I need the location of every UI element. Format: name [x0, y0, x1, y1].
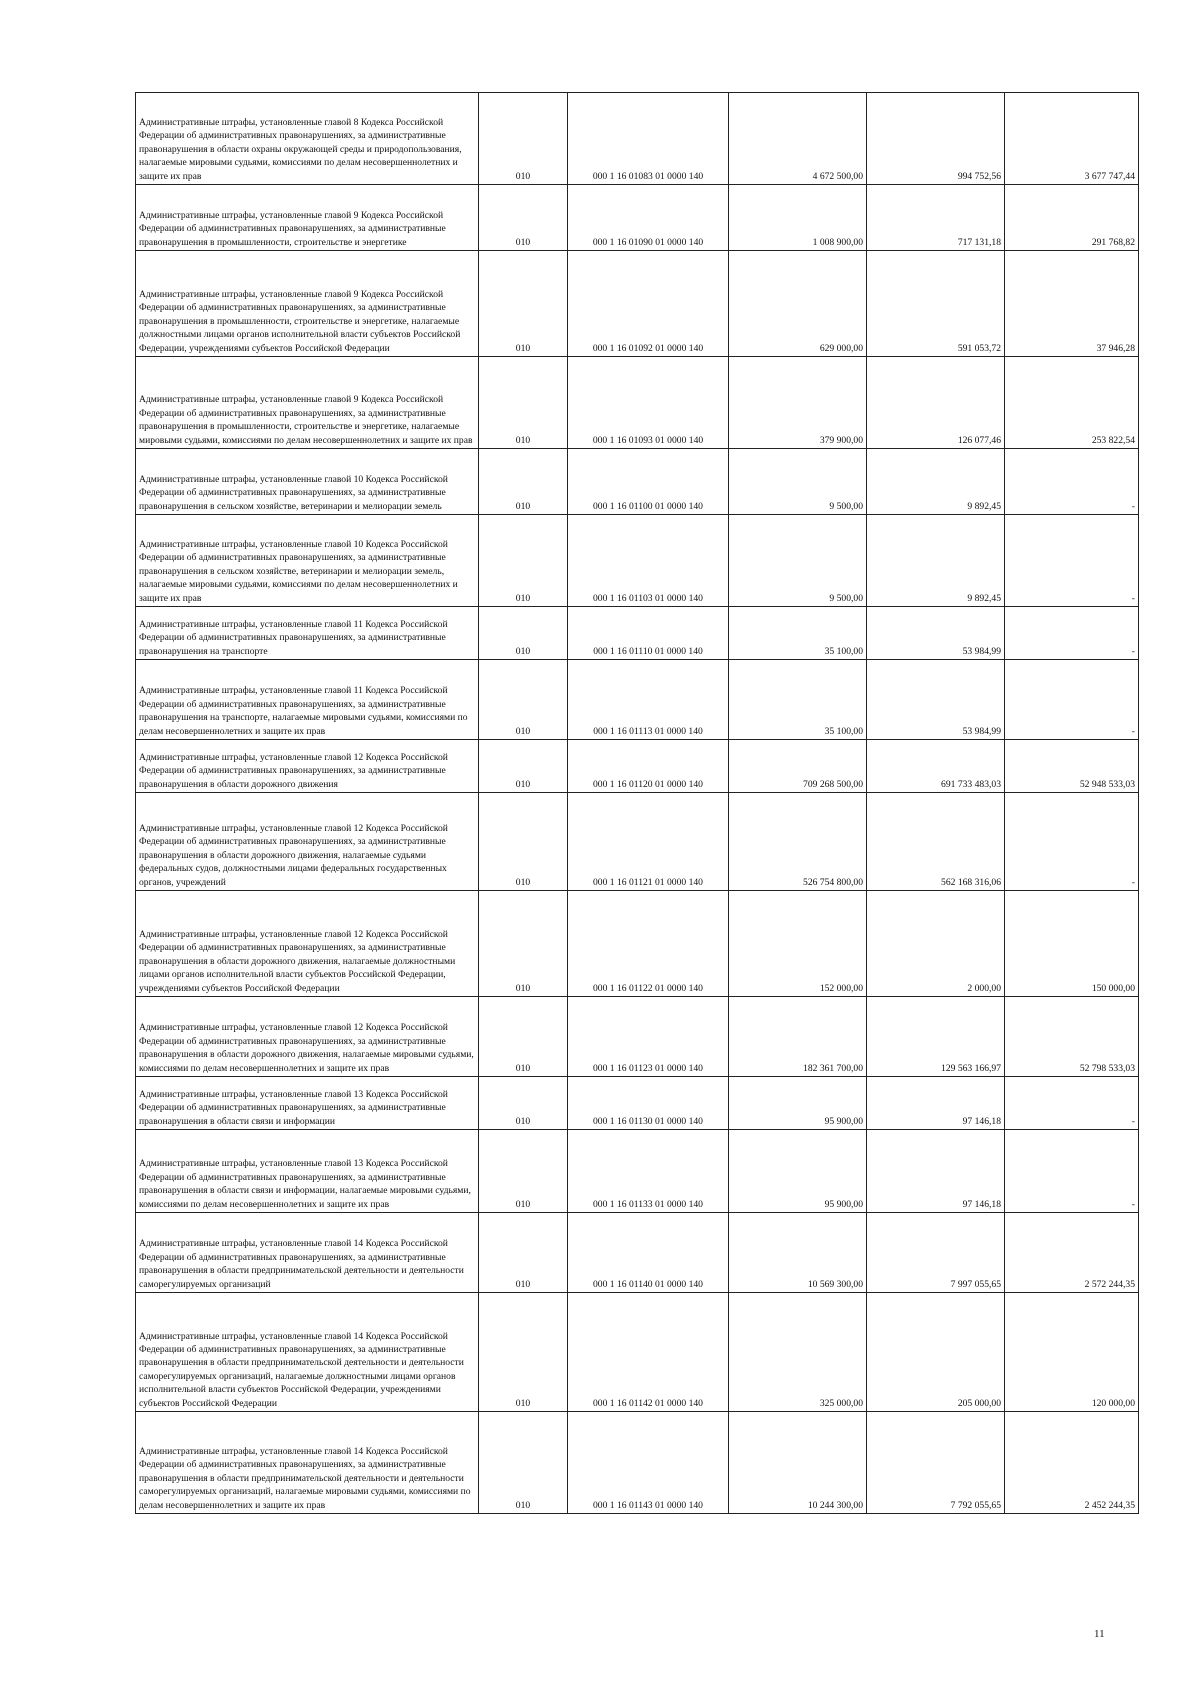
line-code-cell: 010: [479, 997, 568, 1077]
approved-plan-cell: 4 672 500,00: [729, 93, 867, 185]
line-code-cell: 010: [479, 185, 568, 251]
approved-plan-cell: 10 569 300,00: [729, 1213, 867, 1293]
unexecuted-amount-cell: 3 677 747,44: [1005, 93, 1139, 185]
unexecuted-amount-cell: 253 822,54: [1005, 357, 1139, 449]
revenue-name-cell: Административные штрафы, установленные главой 13 Кодекса Российской Федерации об административных правонарушениях, за административные правонарушения в области связи и информации: [136, 1077, 479, 1130]
table-row: [136, 1412, 1139, 1514]
unexecuted-amount-cell: -: [1005, 1130, 1139, 1213]
budget-classification-code-cell: 000 1 16 01142 01 0000 140: [568, 1293, 729, 1412]
executed-amount-cell: 126 077,46: [867, 357, 1005, 449]
table-row: [136, 185, 1139, 251]
line-code-cell: 010: [479, 357, 568, 449]
budget-classification-code-cell: 000 1 16 01110 01 0000 140: [568, 607, 729, 660]
budget-classification-code-cell: 000 1 16 01133 01 0000 140: [568, 1130, 729, 1213]
table-row: [136, 357, 1139, 449]
approved-plan-cell: 152 000,00: [729, 891, 867, 997]
revenue-name-cell: Административные штрафы, установленные главой 12 Кодекса Российской Федерации об административных правонарушениях, за административные правонарушения в области дорожного движения, налагаемые мировыми судьями, комиссиями по делам несовершеннолетних и защите их прав: [136, 997, 479, 1077]
budget-classification-code-cell: 000 1 16 01122 01 0000 140: [568, 891, 729, 997]
approved-plan-cell: 526 754 800,00: [729, 793, 867, 891]
executed-amount-cell: 97 146,18: [867, 1077, 1005, 1130]
table-row: [136, 997, 1139, 1077]
revenue-name-cell: Административные штрафы, установленные главой 12 Кодекса Российской Федерации об административных правонарушениях, за административные правонарушения в области дорожного движения, налагаемые судьями федеральных судов, должностными лицами федеральных государственных органов, учреждений: [136, 793, 479, 891]
executed-amount-cell: 2 000,00: [867, 891, 1005, 997]
executed-amount-cell: 97 146,18: [867, 1130, 1005, 1213]
line-code-cell: 010: [479, 607, 568, 660]
revenue-name-cell: Административные штрафы, установленные главой 13 Кодекса Российской Федерации об административных правонарушениях, за административные правонарушения в области связи и информации, налагаемые мировыми судьями, комиссиями по делам несовершеннолетних и защите их прав: [136, 1130, 479, 1213]
executed-amount-cell: 9 892,45: [867, 449, 1005, 515]
table-row: [136, 793, 1139, 891]
budget-classification-code-cell: 000 1 16 01093 01 0000 140: [568, 357, 729, 449]
executed-amount-cell: 591 053,72: [867, 251, 1005, 357]
budget-classification-code-cell: 000 1 16 01113 01 0000 140: [568, 660, 729, 740]
executed-amount-cell: 205 000,00: [867, 1293, 1005, 1412]
revenue-report-sheet: [135, 92, 1135, 1514]
table-row: [136, 251, 1139, 357]
unexecuted-amount-cell: 120 000,00: [1005, 1293, 1139, 1412]
executed-amount-cell: 7 997 055,65: [867, 1213, 1005, 1293]
revenue-name-cell: Административные штрафы, установленные главой 10 Кодекса Российской Федерации об административных правонарушениях, за административные правонарушения в сельском хозяйстве, ветеринарии и мелиорации земель: [136, 449, 479, 515]
table-row: [136, 1130, 1139, 1213]
unexecuted-amount-cell: 52 948 533,03: [1005, 740, 1139, 793]
line-code-cell: 010: [479, 1293, 568, 1412]
revenue-name-cell: Административные штрафы, установленные главой 9 Кодекса Российской Федерации об административных правонарушениях, за административные правонарушения в промышленности, строительстве и энергетике, налагаемые мировыми судьями, комиссиями по делам несовершеннолетних и защите их прав: [136, 357, 479, 449]
budget-classification-code-cell: 000 1 16 01083 01 0000 140: [568, 93, 729, 185]
table-row: [136, 1213, 1139, 1293]
revenue-name-cell: Административные штрафы, установленные главой 14 Кодекса Российской Федерации об административных правонарушениях, за административные правонарушения в области предпринимательской деятельности и деятельности саморегулируемых организаций, налагаемые должностными лицами органов исполнительной власти субъектов Российской Федерации, учреждениями субъектов Российской Федерации: [136, 1293, 479, 1412]
line-code-cell: 010: [479, 740, 568, 793]
budget-classification-code-cell: 000 1 16 01140 01 0000 140: [568, 1213, 729, 1293]
table-row: [136, 515, 1139, 607]
executed-amount-cell: 7 792 055,65: [867, 1412, 1005, 1514]
executed-amount-cell: 717 131,18: [867, 185, 1005, 251]
unexecuted-amount-cell: -: [1005, 449, 1139, 515]
unexecuted-amount-cell: 52 798 533,03: [1005, 997, 1139, 1077]
line-code-cell: 010: [479, 449, 568, 515]
line-code-cell: 010: [479, 793, 568, 891]
approved-plan-cell: 629 000,00: [729, 251, 867, 357]
line-code-cell: 010: [479, 1412, 568, 1514]
revenue-name-cell: Административные штрафы, установленные главой 14 Кодекса Российской Федерации об административных правонарушениях, за административные правонарушения в области предпринимательской деятельности и деятельности саморегулируемых организаций, налагаемые мировыми судьями, комиссиями по делам несовершеннолетних и защите их прав: [136, 1412, 479, 1514]
executed-amount-cell: 53 984,99: [867, 660, 1005, 740]
budget-classification-code-cell: 000 1 16 01143 01 0000 140: [568, 1412, 729, 1514]
approved-plan-cell: 325 000,00: [729, 1293, 867, 1412]
budget-classification-code-cell: 000 1 16 01123 01 0000 140: [568, 997, 729, 1077]
executed-amount-cell: 9 892,45: [867, 515, 1005, 607]
budget-classification-code-cell: 000 1 16 01090 01 0000 140: [568, 185, 729, 251]
executed-amount-cell: 129 563 166,97: [867, 997, 1005, 1077]
budget-classification-code-cell: 000 1 16 01092 01 0000 140: [568, 251, 729, 357]
unexecuted-amount-cell: -: [1005, 660, 1139, 740]
revenue-name-cell: Административные штрафы, установленные главой 12 Кодекса Российской Федерации об административных правонарушениях, за административные правонарушения в области дорожного движения: [136, 740, 479, 793]
revenue-name-cell: Административные штрафы, установленные главой 8 Кодекса Российской Федерации об административных правонарушениях, за административные правонарушения в области охраны окружающей среды и природопользования, налагаемые мировыми судьями, комиссиями по делам несовершеннолетних и защите их прав: [136, 93, 479, 185]
revenue-name-cell: Административные штрафы, установленные главой 12 Кодекса Российской Федерации об административных правонарушениях, за административные правонарушения в области дорожного движения, налагаемые должностными лицами органов исполнительной власти субъектов Российской Федерации, учреждениями субъектов Российской Федерации: [136, 891, 479, 997]
approved-plan-cell: 379 900,00: [729, 357, 867, 449]
approved-plan-cell: 35 100,00: [729, 660, 867, 740]
revenue-table: [135, 92, 1139, 1514]
revenue-name-cell: Административные штрафы, установленные главой 11 Кодекса Российской Федерации об административных правонарушениях, за административные правонарушения на транспорте: [136, 607, 479, 660]
line-code-cell: 010: [479, 891, 568, 997]
page-number: 11: [1094, 1628, 1105, 1640]
unexecuted-amount-cell: -: [1005, 515, 1139, 607]
table-row: [136, 449, 1139, 515]
unexecuted-amount-cell: 2 572 244,35: [1005, 1213, 1139, 1293]
approved-plan-cell: 182 361 700,00: [729, 997, 867, 1077]
table-row: [136, 660, 1139, 740]
table-row: [136, 607, 1139, 660]
approved-plan-cell: 95 900,00: [729, 1130, 867, 1213]
table-row: [136, 740, 1139, 793]
unexecuted-amount-cell: -: [1005, 607, 1139, 660]
budget-classification-code-cell: 000 1 16 01103 01 0000 140: [568, 515, 729, 607]
revenue-table-body: [136, 93, 1139, 1514]
budget-classification-code-cell: 000 1 16 01130 01 0000 140: [568, 1077, 729, 1130]
revenue-name-cell: Административные штрафы, установленные главой 9 Кодекса Российской Федерации об административных правонарушениях, за административные правонарушения в промышленности, строительстве и энергетике: [136, 185, 479, 251]
approved-plan-cell: 10 244 300,00: [729, 1412, 867, 1514]
table-row: [136, 891, 1139, 997]
approved-plan-cell: 9 500,00: [729, 515, 867, 607]
unexecuted-amount-cell: -: [1005, 1077, 1139, 1130]
unexecuted-amount-cell: 37 946,28: [1005, 251, 1139, 357]
unexecuted-amount-cell: -: [1005, 793, 1139, 891]
table-row: [136, 1293, 1139, 1412]
line-code-cell: 010: [479, 93, 568, 185]
executed-amount-cell: 53 984,99: [867, 607, 1005, 660]
unexecuted-amount-cell: 150 000,00: [1005, 891, 1139, 997]
revenue-name-cell: Административные штрафы, установленные главой 10 Кодекса Российской Федерации об административных правонарушениях, за административные правонарушения в сельском хозяйстве, ветеринарии и мелиорации земель, налагаемые мировыми судьями, комиссиями по делам несовершеннолетних и защите их прав: [136, 515, 479, 607]
table-row: [136, 1077, 1139, 1130]
budget-classification-code-cell: 000 1 16 01120 01 0000 140: [568, 740, 729, 793]
approved-plan-cell: 1 008 900,00: [729, 185, 867, 251]
approved-plan-cell: 9 500,00: [729, 449, 867, 515]
unexecuted-amount-cell: 291 768,82: [1005, 185, 1139, 251]
line-code-cell: 010: [479, 515, 568, 607]
budget-classification-code-cell: 000 1 16 01121 01 0000 140: [568, 793, 729, 891]
approved-plan-cell: 35 100,00: [729, 607, 867, 660]
revenue-name-cell: Административные штрафы, установленные главой 11 Кодекса Российской Федерации об административных правонарушениях, за административные правонарушения на транспорте, налагаемые мировыми судьями, комиссиями по делам несовершеннолетних и защите их прав: [136, 660, 479, 740]
executed-amount-cell: 562 168 316,06: [867, 793, 1005, 891]
line-code-cell: 010: [479, 660, 568, 740]
line-code-cell: 010: [479, 1130, 568, 1213]
approved-plan-cell: 95 900,00: [729, 1077, 867, 1130]
line-code-cell: 010: [479, 1077, 568, 1130]
revenue-name-cell: Административные штрафы, установленные главой 9 Кодекса Российской Федерации об административных правонарушениях, за административные правонарушения в промышленности, строительстве и энергетике, налагаемые должностными лицами органов исполнительной власти субъектов Российской Федерации, учреждениями субъектов Российской Федерации: [136, 251, 479, 357]
executed-amount-cell: 691 733 483,03: [867, 740, 1005, 793]
approved-plan-cell: 709 268 500,00: [729, 740, 867, 793]
executed-amount-cell: 994 752,56: [867, 93, 1005, 185]
table-row: [136, 93, 1139, 185]
line-code-cell: 010: [479, 251, 568, 357]
unexecuted-amount-cell: 2 452 244,35: [1005, 1412, 1139, 1514]
revenue-name-cell: Административные штрафы, установленные главой 14 Кодекса Российской Федерации об административных правонарушениях, за административные правонарушения в области предпринимательской деятельности и деятельности саморегулируемых организаций: [136, 1213, 479, 1293]
budget-classification-code-cell: 000 1 16 01100 01 0000 140: [568, 449, 729, 515]
line-code-cell: 010: [479, 1213, 568, 1293]
